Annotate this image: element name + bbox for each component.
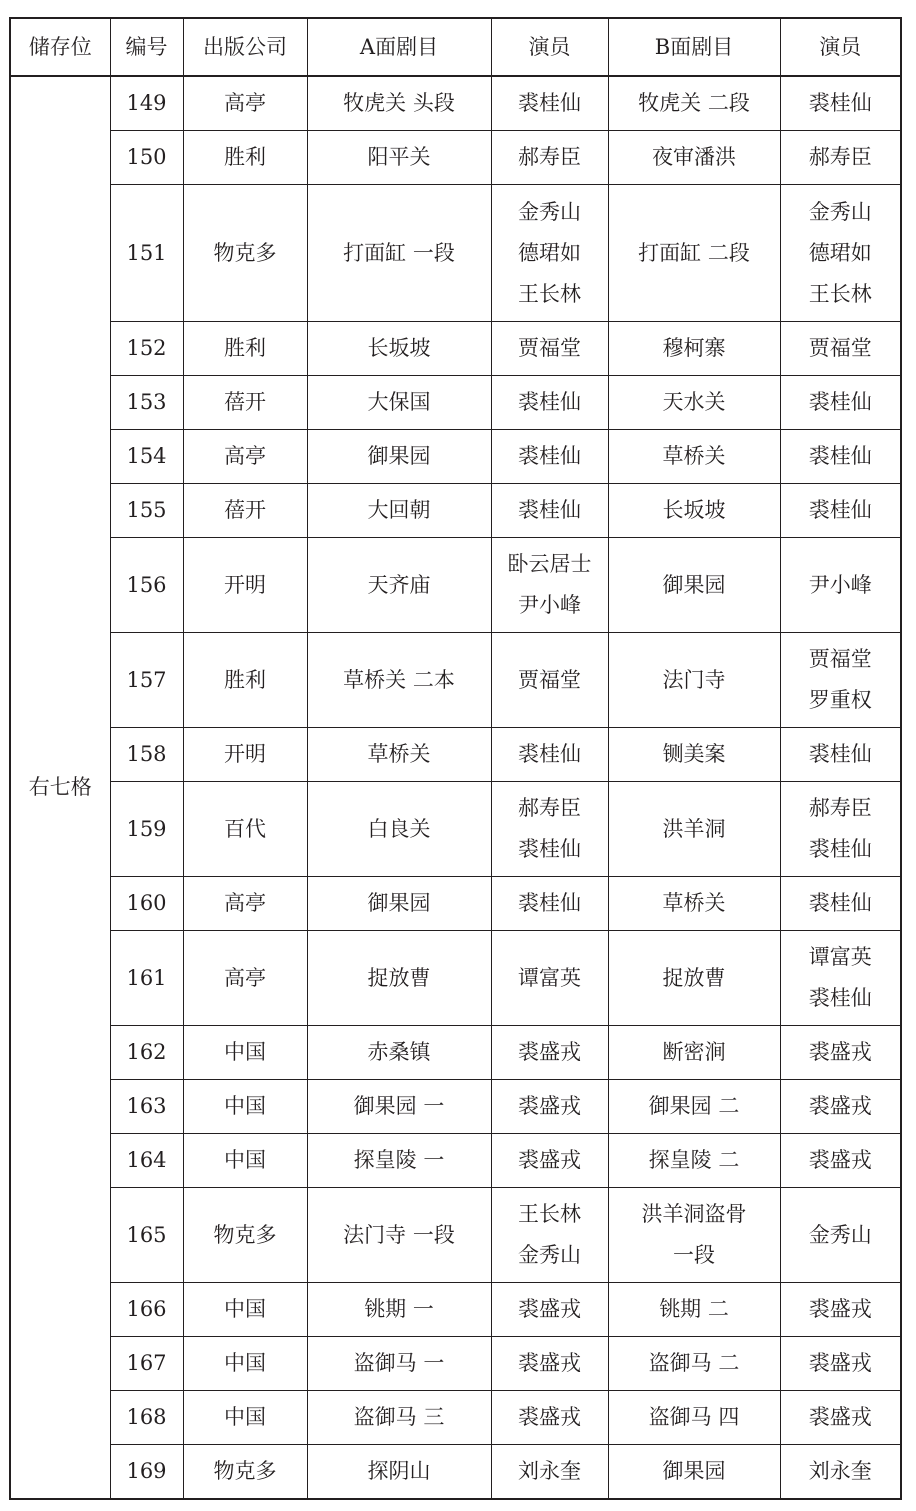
a-side-title-cell: 天齐庙: [307, 538, 491, 633]
publisher-cell: 中国: [183, 1080, 307, 1134]
record-number-cell: 149: [110, 76, 183, 131]
table-row: [10, 728, 901, 782]
header-b-side-actor: 演员: [780, 18, 901, 76]
record-number-cell: 169: [110, 1445, 183, 1500]
record-number-cell: 152: [110, 322, 183, 376]
a-side-title-cell: 盗御马 一: [307, 1337, 491, 1391]
record-number-cell: 165: [110, 1188, 183, 1283]
table-row: [10, 1445, 901, 1500]
table-row: [10, 76, 901, 131]
b-side-title-cell: 打面缸 二段: [608, 185, 780, 322]
publisher-cell: 开明: [183, 538, 307, 633]
b-side-title-cell: 御果园 二: [608, 1080, 780, 1134]
a-side-title-cell: 阳平关: [307, 131, 491, 185]
publisher-cell: 胜利: [183, 322, 307, 376]
publisher-cell: 中国: [183, 1134, 307, 1188]
table-row: [10, 1391, 901, 1445]
b-side-title-cell: 洪羊洞: [608, 782, 780, 877]
header-company: 出版公司: [183, 18, 307, 76]
record-number-cell: 162: [110, 1026, 183, 1080]
header-a-side-actor: 演员: [491, 18, 608, 76]
record-number-cell: 154: [110, 430, 183, 484]
record-number-cell: 156: [110, 538, 183, 633]
table-row: [10, 782, 901, 877]
table-row: [10, 484, 901, 538]
b-side-title-cell: 牧虎关 二段: [608, 76, 780, 131]
b-side-actor-cell: 谭富英 裘桂仙: [780, 931, 901, 1026]
publisher-cell: 中国: [183, 1391, 307, 1445]
a-side-title-cell: 草桥关 二本: [307, 633, 491, 728]
a-side-actor-cell: 郝寿臣: [491, 131, 608, 185]
b-side-title-cell: 穆柯寨: [608, 322, 780, 376]
a-side-title-cell: 法门寺 一段: [307, 1188, 491, 1283]
a-side-actor-cell: 裘桂仙: [491, 728, 608, 782]
a-side-title-cell: 探皇陵 一: [307, 1134, 491, 1188]
b-side-actor-cell: 郝寿臣: [780, 131, 901, 185]
b-side-actor-cell: 尹小峰: [780, 538, 901, 633]
b-side-actor-cell: 贾福堂 罗重权: [780, 633, 901, 728]
record-number-cell: 161: [110, 931, 183, 1026]
b-side-title-cell: 捉放曹: [608, 931, 780, 1026]
publisher-cell: 百代: [183, 782, 307, 877]
a-side-actor-cell: 裘盛戎: [491, 1337, 608, 1391]
a-side-title-cell: 赤桑镇: [307, 1026, 491, 1080]
table-row: [10, 1080, 901, 1134]
b-side-title-cell: 洪羊洞盗骨 一段: [608, 1188, 780, 1283]
table-row: [10, 322, 901, 376]
a-side-actor-cell: 裘桂仙: [491, 76, 608, 131]
a-side-actor-cell: 裘盛戎: [491, 1134, 608, 1188]
b-side-title-cell: 盗御马 四: [608, 1391, 780, 1445]
header-b-side-title: B面剧目: [608, 18, 780, 76]
a-side-title-cell: 御果园: [307, 430, 491, 484]
b-side-actor-cell: 裘桂仙: [780, 76, 901, 131]
table-row: [10, 131, 901, 185]
a-side-title-cell: 大回朝: [307, 484, 491, 538]
a-side-title-cell: 大保国: [307, 376, 491, 430]
a-side-title-cell: 草桥关: [307, 728, 491, 782]
header-a-side-title: A面剧目: [307, 18, 491, 76]
a-side-actor-cell: 刘永奎: [491, 1445, 608, 1500]
b-side-actor-cell: 裘盛戎: [780, 1134, 901, 1188]
storage-location-cell: 右七格: [10, 76, 110, 1499]
b-side-title-cell: 草桥关: [608, 430, 780, 484]
record-catalog-table: [9, 17, 902, 1500]
table-row: [10, 931, 901, 1026]
b-side-actor-cell: 裘桂仙: [780, 430, 901, 484]
record-number-cell: 163: [110, 1080, 183, 1134]
a-side-title-cell: 捉放曹: [307, 931, 491, 1026]
publisher-cell: 中国: [183, 1283, 307, 1337]
table-row: [10, 430, 901, 484]
b-side-title-cell: 法门寺: [608, 633, 780, 728]
publisher-cell: 蓓开: [183, 484, 307, 538]
publisher-cell: 高亭: [183, 430, 307, 484]
a-side-title-cell: 长坂坡: [307, 322, 491, 376]
table-row: [10, 376, 901, 430]
a-side-actor-cell: 金秀山 德珺如 王长林: [491, 185, 608, 322]
b-side-actor-cell: 金秀山 德珺如 王长林: [780, 185, 901, 322]
a-side-title-cell: 白良关: [307, 782, 491, 877]
a-side-title-cell: 探阴山: [307, 1445, 491, 1500]
publisher-cell: 物克多: [183, 1188, 307, 1283]
a-side-title-cell: 御果园: [307, 877, 491, 931]
a-side-actor-cell: 裘桂仙: [491, 376, 608, 430]
b-side-title-cell: 铡美案: [608, 728, 780, 782]
b-side-title-cell: 夜审潘洪: [608, 131, 780, 185]
b-side-title-cell: 御果园: [608, 1445, 780, 1500]
a-side-actor-cell: 裘盛戎: [491, 1283, 608, 1337]
b-side-actor-cell: 裘桂仙: [780, 376, 901, 430]
publisher-cell: 高亭: [183, 877, 307, 931]
a-side-actor-cell: 裘盛戎: [491, 1391, 608, 1445]
b-side-actor-cell: 裘桂仙: [780, 728, 901, 782]
publisher-cell: 胜利: [183, 633, 307, 728]
header-row: [10, 18, 901, 76]
a-side-title-cell: 铫期 一: [307, 1283, 491, 1337]
record-number-cell: 158: [110, 728, 183, 782]
record-number-cell: 155: [110, 484, 183, 538]
record-number-cell: 151: [110, 185, 183, 322]
a-side-actor-cell: 贾福堂: [491, 322, 608, 376]
b-side-title-cell: 草桥关: [608, 877, 780, 931]
a-side-title-cell: 御果园 一: [307, 1080, 491, 1134]
record-number-cell: 150: [110, 131, 183, 185]
b-side-actor-cell: 裘桂仙: [780, 877, 901, 931]
a-side-title-cell: 打面缸 一段: [307, 185, 491, 322]
table-header: [10, 18, 901, 76]
table-body: [10, 76, 901, 1499]
a-side-actor-cell: 郝寿臣 裘桂仙: [491, 782, 608, 877]
b-side-title-cell: 天水关: [608, 376, 780, 430]
table-row: [10, 1188, 901, 1283]
table-row: [10, 877, 901, 931]
publisher-cell: 蓓开: [183, 376, 307, 430]
b-side-actor-cell: 郝寿臣 裘桂仙: [780, 782, 901, 877]
table-row: [10, 185, 901, 322]
b-side-title-cell: 断密涧: [608, 1026, 780, 1080]
publisher-cell: 中国: [183, 1337, 307, 1391]
b-side-actor-cell: 裘盛戎: [780, 1080, 901, 1134]
b-side-actor-cell: 金秀山: [780, 1188, 901, 1283]
b-side-title-cell: 长坂坡: [608, 484, 780, 538]
table-row: [10, 1283, 901, 1337]
publisher-cell: 高亭: [183, 76, 307, 131]
publisher-cell: 物克多: [183, 1445, 307, 1500]
a-side-actor-cell: 裘盛戎: [491, 1026, 608, 1080]
record-number-cell: 167: [110, 1337, 183, 1391]
a-side-actor-cell: 裘盛戎: [491, 1080, 608, 1134]
table-row: [10, 633, 901, 728]
a-side-actor-cell: 裘桂仙: [491, 430, 608, 484]
a-side-actor-cell: 卧云居士 尹小峰: [491, 538, 608, 633]
table-row: [10, 1337, 901, 1391]
table-row: [10, 1134, 901, 1188]
header-storage: 储存位: [10, 18, 110, 76]
b-side-title-cell: 铫期 二: [608, 1283, 780, 1337]
record-number-cell: 159: [110, 782, 183, 877]
record-number-cell: 153: [110, 376, 183, 430]
record-number-cell: 160: [110, 877, 183, 931]
a-side-actor-cell: 裘桂仙: [491, 877, 608, 931]
publisher-cell: 高亭: [183, 931, 307, 1026]
header-number: 编号: [110, 18, 183, 76]
publisher-cell: 胜利: [183, 131, 307, 185]
a-side-actor-cell: 王长林 金秀山: [491, 1188, 608, 1283]
b-side-title-cell: 探皇陵 二: [608, 1134, 780, 1188]
b-side-actor-cell: 刘永奎: [780, 1445, 901, 1500]
b-side-actor-cell: 裘盛戎: [780, 1283, 901, 1337]
b-side-actor-cell: 裘盛戎: [780, 1337, 901, 1391]
publisher-cell: 开明: [183, 728, 307, 782]
b-side-actor-cell: 贾福堂: [780, 322, 901, 376]
a-side-actor-cell: 贾福堂: [491, 633, 608, 728]
b-side-actor-cell: 裘盛戎: [780, 1391, 901, 1445]
b-side-actor-cell: 裘桂仙: [780, 484, 901, 538]
a-side-actor-cell: 裘桂仙: [491, 484, 608, 538]
publisher-cell: 中国: [183, 1026, 307, 1080]
table-row: [10, 538, 901, 633]
table-row: [10, 1026, 901, 1080]
a-side-title-cell: 牧虎关 头段: [307, 76, 491, 131]
a-side-title-cell: 盗御马 三: [307, 1391, 491, 1445]
a-side-actor-cell: 谭富英: [491, 931, 608, 1026]
record-number-cell: 168: [110, 1391, 183, 1445]
record-number-cell: 157: [110, 633, 183, 728]
publisher-cell: 物克多: [183, 185, 307, 322]
b-side-actor-cell: 裘盛戎: [780, 1026, 901, 1080]
b-side-title-cell: 御果园: [608, 538, 780, 633]
b-side-title-cell: 盗御马 二: [608, 1337, 780, 1391]
record-number-cell: 164: [110, 1134, 183, 1188]
record-number-cell: 166: [110, 1283, 183, 1337]
